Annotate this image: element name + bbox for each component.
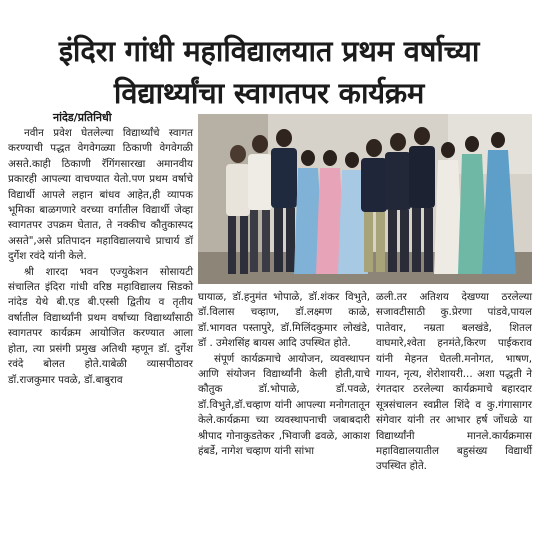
paragraph: घायाळ, डॉ.हनुमंत भोपाळे, डॉ.शंकर विभुते, डॉ.विलास चव्हाण, डॉ.लक्ष्मण काळे, डॉ.भागवत पस्तापुरे, डॉ.मिलिंदकुमार लोखंडे, डॉ . उमेशसिंह बायस आदि उपस्थित होते. [198, 291, 370, 350]
paragraph: श्री शारदा भवन एज्युकेशन सोसायटी संचालित इंदिरा गांधी वरिष्ठ महाविद्यालय सिडको नांदेड येथे बी.एड बी.एस्सी द्वितीय व तृतीय वर्षातील विद्यार्थ्यांनी प्रथम वर्षाच्या विद्यार्थ्यांसाठी स्वागतपर कार्यक्रम आयोजित करण्यात आला होता, त्या प्रसंगी प्रमुख अतिथी म्हणून डॉ. दुर्गेश रवंदे बोलत होते.याबेळी व्यासपीठावर डॉ.राजकुमार पवळे, डॉ.बाबुराव [8, 265, 193, 386]
article-column-2 [198, 290, 370, 459]
paragraph: ळली.तर अतिशय देखण्या ठरलेल्या सजावटीसाठी कु.प्रेरणा पांडवे,पायल पातेवार, नम्रता बलखंडे, शितल वाघमारे,श्वेता हनमंते,किरण पाईकराव यांनी मेहनत घेतली.मनोगत, भाषण, गायन, नृत्य, शेरोशायरी... अशा पद्धती ने रंगतदार ठरलेल्या कार्यक्रमाचे बहारदार सूत्रसंचालन स्वप्नील शिंदे व कु.गंगासागर संगेवार यांनी तर आभार हर्ष जोंधळे या विद्यार्थ्यांनी मानले.कार्यक्रमास महाविद्यालयातील बहुसंख्य विद्यार्थी उपस्थित होते. [376, 291, 532, 473]
headline-line-2: विद्यार्थ्यांचा स्वागतपर कार्यक्रम [113, 76, 425, 110]
byline: नांदेड/प्रतिनिधी [53, 111, 112, 124]
paragraph: संपूर्ण कार्यक्रमाचे आयोजन, व्यवस्थापन आणि संयोजन विद्यार्थ्यांनी केली होती,याचे कौतुक डॉ.भोपाळे, डॉ.पवळे, डॉ.विभुते,डॉ.चव्हाण यांनी आपल्या मनोगतातून केले.कार्यक्रमा च्या व्यवस्थापनाची जबाबदारी श्रीपाद गोनाकुडतेकर ,भिवाजी ढवळे, आकाश हंबर्डे, नागेश चव्हाण यांनी सांभा [198, 352, 370, 458]
article-column-3 [376, 290, 532, 475]
paragraph: नवीन प्रवेश घेतलेल्या विद्यार्थ्यांचे स्वागत करण्याची पद्धत वेगवेगळ्या ठिकाणी वेगवेगळी असते.काही ठिकाणी रॅगिंगसारखा अमानवीय प्रकारही आपल्या वाचण्यात येतो.पण प्रथम वर्षाचे विद्यार्थी आपले लहान बांधव आहेत,ही व्यापक भूमिका बाळगणारे वरच्या वर्गातील विद्यार्थी जेव्हा स्वागतपर उपक्रम घेतात, ते नक्कीच कौतुकास्पद असते",असे प्रतिपादन महाविद्यालयाचे प्राचार्य डॉ दुर्गेश रवंदे यांनी केले. [8, 127, 193, 263]
headline [8, 30, 530, 114]
headline-line-1: इंदिरा गांधी महाविद्यालयात प्रथम वर्षाच्या [58, 34, 480, 68]
article-column-1 [8, 126, 193, 388]
group-photo [198, 114, 532, 284]
